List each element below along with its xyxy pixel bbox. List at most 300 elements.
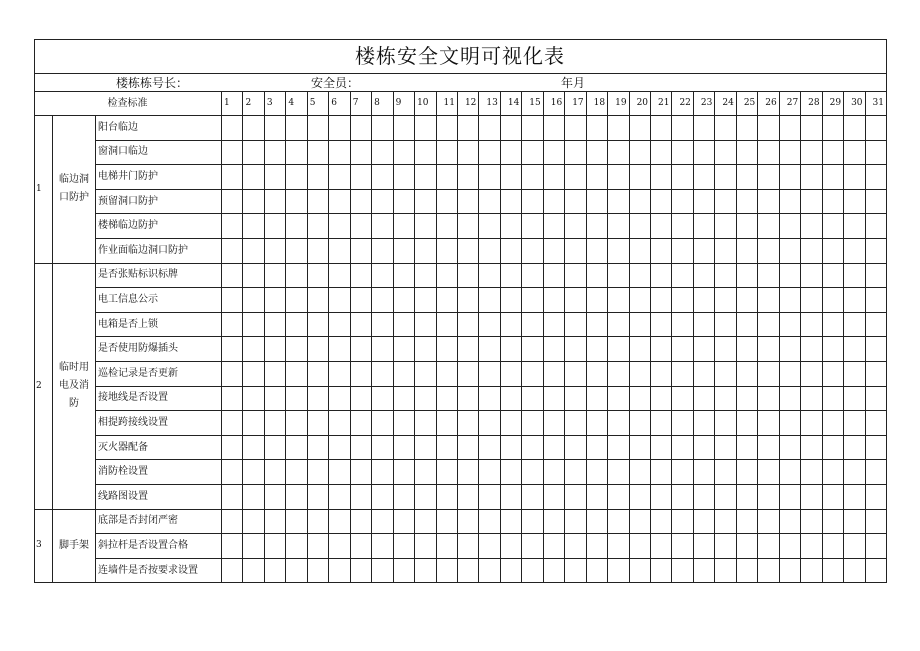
check-cell[interactable] [415,141,436,166]
check-cell[interactable] [866,214,887,239]
check-cell[interactable] [694,485,715,510]
check-cell[interactable] [630,362,651,387]
check-cell[interactable] [587,214,608,239]
check-cell[interactable] [372,337,393,362]
check-cell[interactable] [844,510,865,535]
check-cell[interactable] [565,460,586,485]
check-cell[interactable] [522,387,543,412]
check-cell[interactable] [329,214,350,239]
check-cell[interactable] [587,510,608,535]
check-cell[interactable] [351,559,372,584]
check-cell[interactable] [672,190,693,215]
check-cell[interactable] [437,436,458,461]
check-cell[interactable] [630,337,651,362]
check-cell[interactable] [715,436,736,461]
check-cell[interactable] [758,387,779,412]
check-cell[interactable] [265,214,286,239]
check-cell[interactable] [522,239,543,264]
check-cell[interactable] [222,436,243,461]
check-cell[interactable] [372,362,393,387]
check-cell[interactable] [694,264,715,289]
check-cell[interactable] [866,534,887,559]
check-cell[interactable] [565,559,586,584]
check-cell[interactable] [801,460,822,485]
check-cell[interactable] [329,239,350,264]
check-cell[interactable] [286,313,307,338]
check-cell[interactable] [737,214,758,239]
check-cell[interactable] [758,436,779,461]
check-cell[interactable] [866,411,887,436]
check-cell[interactable] [243,534,264,559]
check-cell[interactable] [222,190,243,215]
check-cell[interactable] [351,411,372,436]
check-cell[interactable] [415,264,436,289]
check-cell[interactable] [780,239,801,264]
check-cell[interactable] [823,313,844,338]
check-cell[interactable] [737,288,758,313]
check-cell[interactable] [565,288,586,313]
check-cell[interactable] [758,460,779,485]
check-cell[interactable] [351,387,372,412]
check-cell[interactable] [415,436,436,461]
check-cell[interactable] [651,141,672,166]
check-cell[interactable] [265,313,286,338]
check-cell[interactable] [587,534,608,559]
check-cell[interactable] [844,559,865,584]
check-cell[interactable] [630,485,651,510]
check-cell[interactable] [243,362,264,387]
check-cell[interactable] [479,337,500,362]
check-cell[interactable] [351,239,372,264]
check-cell[interactable] [694,411,715,436]
check-cell[interactable] [372,288,393,313]
check-cell[interactable] [522,116,543,141]
check-cell[interactable] [265,362,286,387]
check-cell[interactable] [651,387,672,412]
check-cell[interactable] [265,116,286,141]
check-cell[interactable] [415,534,436,559]
check-cell[interactable] [823,214,844,239]
check-cell[interactable] [265,559,286,584]
check-cell[interactable] [394,510,415,535]
check-cell[interactable] [351,264,372,289]
check-cell[interactable] [372,165,393,190]
check-cell[interactable] [415,337,436,362]
check-cell[interactable] [308,411,329,436]
check-cell[interactable] [458,460,479,485]
check-cell[interactable] [737,239,758,264]
check-cell[interactable] [587,387,608,412]
check-cell[interactable] [265,288,286,313]
check-cell[interactable] [758,411,779,436]
check-cell[interactable] [544,387,565,412]
check-cell[interactable] [243,387,264,412]
check-cell[interactable] [329,411,350,436]
check-cell[interactable] [522,288,543,313]
check-cell[interactable] [715,411,736,436]
check-cell[interactable] [823,436,844,461]
check-cell[interactable] [630,387,651,412]
check-cell[interactable] [544,485,565,510]
check-cell[interactable] [479,165,500,190]
check-cell[interactable] [351,288,372,313]
check-cell[interactable] [866,485,887,510]
check-cell[interactable] [544,288,565,313]
check-cell[interactable] [587,313,608,338]
check-cell[interactable] [565,510,586,535]
check-cell[interactable] [479,288,500,313]
check-cell[interactable] [479,411,500,436]
check-cell[interactable] [479,510,500,535]
check-cell[interactable] [587,436,608,461]
check-cell[interactable] [672,165,693,190]
check-cell[interactable] [737,436,758,461]
check-cell[interactable] [286,239,307,264]
check-cell[interactable] [308,313,329,338]
check-cell[interactable] [587,362,608,387]
check-cell[interactable] [715,165,736,190]
check-cell[interactable] [329,264,350,289]
check-cell[interactable] [501,264,522,289]
check-cell[interactable] [415,190,436,215]
check-cell[interactable] [501,510,522,535]
check-cell[interactable] [651,264,672,289]
check-cell[interactable] [651,288,672,313]
check-cell[interactable] [565,485,586,510]
check-cell[interactable] [329,362,350,387]
check-cell[interactable] [522,436,543,461]
check-cell[interactable] [222,534,243,559]
check-cell[interactable] [372,436,393,461]
check-cell[interactable] [437,460,458,485]
check-cell[interactable] [372,141,393,166]
check-cell[interactable] [780,510,801,535]
check-cell[interactable] [351,165,372,190]
check-cell[interactable] [608,387,629,412]
check-cell[interactable] [866,190,887,215]
check-cell[interactable] [565,239,586,264]
check-cell[interactable] [737,313,758,338]
check-cell[interactable] [479,559,500,584]
check-cell[interactable] [844,165,865,190]
check-cell[interactable] [823,116,844,141]
check-cell[interactable] [479,436,500,461]
check-cell[interactable] [522,411,543,436]
check-cell[interactable] [866,239,887,264]
check-cell[interactable] [243,116,264,141]
check-cell[interactable] [415,165,436,190]
check-cell[interactable] [758,239,779,264]
check-cell[interactable] [651,485,672,510]
check-cell[interactable] [565,313,586,338]
check-cell[interactable] [522,165,543,190]
check-cell[interactable] [844,313,865,338]
check-cell[interactable] [458,165,479,190]
check-cell[interactable] [608,214,629,239]
check-cell[interactable] [715,116,736,141]
check-cell[interactable] [458,337,479,362]
check-cell[interactable] [222,239,243,264]
check-cell[interactable] [737,337,758,362]
check-cell[interactable] [243,288,264,313]
check-cell[interactable] [715,387,736,412]
check-cell[interactable] [458,559,479,584]
check-cell[interactable] [823,141,844,166]
check-cell[interactable] [544,436,565,461]
check-cell[interactable] [265,190,286,215]
check-cell[interactable] [672,460,693,485]
check-cell[interactable] [394,485,415,510]
check-cell[interactable] [758,141,779,166]
check-cell[interactable] [437,190,458,215]
check-cell[interactable] [737,116,758,141]
check-cell[interactable] [587,485,608,510]
check-cell[interactable] [651,559,672,584]
check-cell[interactable] [501,534,522,559]
check-cell[interactable] [737,362,758,387]
check-cell[interactable] [780,264,801,289]
check-cell[interactable] [329,559,350,584]
check-cell[interactable] [265,436,286,461]
check-cell[interactable] [844,239,865,264]
check-cell[interactable] [780,165,801,190]
check-cell[interactable] [501,313,522,338]
check-cell[interactable] [372,313,393,338]
check-cell[interactable] [587,288,608,313]
check-cell[interactable] [651,165,672,190]
check-cell[interactable] [286,387,307,412]
check-cell[interactable] [286,337,307,362]
check-cell[interactable] [479,190,500,215]
check-cell[interactable] [737,559,758,584]
check-cell[interactable] [222,337,243,362]
check-cell[interactable] [243,559,264,584]
check-cell[interactable] [587,264,608,289]
check-cell[interactable] [608,559,629,584]
check-cell[interactable] [222,214,243,239]
check-cell[interactable] [651,534,672,559]
check-cell[interactable] [780,214,801,239]
check-cell[interactable] [522,141,543,166]
check-cell[interactable] [866,313,887,338]
check-cell[interactable] [587,116,608,141]
check-cell[interactable] [544,510,565,535]
check-cell[interactable] [694,337,715,362]
check-cell[interactable] [780,337,801,362]
check-cell[interactable] [844,460,865,485]
check-cell[interactable] [458,116,479,141]
check-cell[interactable] [372,264,393,289]
check-cell[interactable] [587,141,608,166]
check-cell[interactable] [437,214,458,239]
check-cell[interactable] [672,485,693,510]
check-cell[interactable] [672,362,693,387]
check-cell[interactable] [715,460,736,485]
check-cell[interactable] [844,362,865,387]
check-cell[interactable] [479,534,500,559]
check-cell[interactable] [844,337,865,362]
check-cell[interactable] [823,239,844,264]
check-cell[interactable] [758,337,779,362]
check-cell[interactable] [286,214,307,239]
check-cell[interactable] [694,460,715,485]
check-cell[interactable] [672,510,693,535]
check-cell[interactable] [823,559,844,584]
check-cell[interactable] [844,485,865,510]
check-cell[interactable] [737,534,758,559]
check-cell[interactable] [329,387,350,412]
check-cell[interactable] [565,141,586,166]
check-cell[interactable] [458,436,479,461]
check-cell[interactable] [630,411,651,436]
check-cell[interactable] [608,534,629,559]
check-cell[interactable] [458,190,479,215]
check-cell[interactable] [286,288,307,313]
check-cell[interactable] [801,116,822,141]
check-cell[interactable] [286,436,307,461]
check-cell[interactable] [308,239,329,264]
check-cell[interactable] [458,387,479,412]
check-cell[interactable] [394,141,415,166]
check-cell[interactable] [415,411,436,436]
check-cell[interactable] [222,116,243,141]
check-cell[interactable] [458,411,479,436]
check-cell[interactable] [715,214,736,239]
check-cell[interactable] [801,214,822,239]
check-cell[interactable] [479,141,500,166]
check-cell[interactable] [587,411,608,436]
check-cell[interactable] [544,411,565,436]
check-cell[interactable] [415,214,436,239]
check-cell[interactable] [737,510,758,535]
check-cell[interactable] [265,337,286,362]
check-cell[interactable] [758,559,779,584]
check-cell[interactable] [437,288,458,313]
check-cell[interactable] [630,165,651,190]
check-cell[interactable] [844,288,865,313]
check-cell[interactable] [372,411,393,436]
check-cell[interactable] [565,387,586,412]
check-cell[interactable] [437,165,458,190]
check-cell[interactable] [544,239,565,264]
check-cell[interactable] [458,288,479,313]
check-cell[interactable] [694,534,715,559]
check-cell[interactable] [286,116,307,141]
check-cell[interactable] [801,190,822,215]
check-cell[interactable] [351,534,372,559]
check-cell[interactable] [372,510,393,535]
check-cell[interactable] [222,288,243,313]
check-cell[interactable] [501,387,522,412]
check-cell[interactable] [372,559,393,584]
check-cell[interactable] [222,264,243,289]
check-cell[interactable] [243,141,264,166]
check-cell[interactable] [372,239,393,264]
check-cell[interactable] [222,411,243,436]
check-cell[interactable] [394,190,415,215]
check-cell[interactable] [479,362,500,387]
check-cell[interactable] [308,436,329,461]
check-cell[interactable] [222,559,243,584]
check-cell[interactable] [823,510,844,535]
check-cell[interactable] [501,190,522,215]
check-cell[interactable] [329,460,350,485]
check-cell[interactable] [844,141,865,166]
check-cell[interactable] [866,337,887,362]
check-cell[interactable] [801,411,822,436]
check-cell[interactable] [394,436,415,461]
check-cell[interactable] [780,313,801,338]
check-cell[interactable] [415,239,436,264]
check-cell[interactable] [522,559,543,584]
check-cell[interactable] [329,190,350,215]
check-cell[interactable] [780,141,801,166]
check-cell[interactable] [308,362,329,387]
check-cell[interactable] [758,534,779,559]
check-cell[interactable] [329,288,350,313]
check-cell[interactable] [501,460,522,485]
check-cell[interactable] [565,264,586,289]
check-cell[interactable] [630,436,651,461]
check-cell[interactable] [522,264,543,289]
check-cell[interactable] [780,190,801,215]
check-cell[interactable] [458,313,479,338]
check-cell[interactable] [265,165,286,190]
check-cell[interactable] [630,534,651,559]
check-cell[interactable] [329,510,350,535]
check-cell[interactable] [522,534,543,559]
check-cell[interactable] [351,214,372,239]
check-cell[interactable] [630,288,651,313]
check-cell[interactable] [415,485,436,510]
check-cell[interactable] [672,264,693,289]
check-cell[interactable] [565,165,586,190]
check-cell[interactable] [715,559,736,584]
check-cell[interactable] [801,165,822,190]
check-cell[interactable] [522,214,543,239]
check-cell[interactable] [437,116,458,141]
check-cell[interactable] [780,485,801,510]
check-cell[interactable] [437,313,458,338]
check-cell[interactable] [308,190,329,215]
check-cell[interactable] [780,436,801,461]
check-cell[interactable] [458,214,479,239]
check-cell[interactable] [844,214,865,239]
check-cell[interactable] [329,485,350,510]
check-cell[interactable] [243,214,264,239]
check-cell[interactable] [758,313,779,338]
check-cell[interactable] [265,411,286,436]
check-cell[interactable] [394,362,415,387]
check-cell[interactable] [437,239,458,264]
check-cell[interactable] [672,559,693,584]
check-cell[interactable] [351,337,372,362]
check-cell[interactable] [351,141,372,166]
check-cell[interactable] [522,337,543,362]
check-cell[interactable] [672,411,693,436]
check-cell[interactable] [758,485,779,510]
check-cell[interactable] [801,559,822,584]
check-cell[interactable] [286,190,307,215]
check-cell[interactable] [608,288,629,313]
check-cell[interactable] [758,510,779,535]
check-cell[interactable] [737,411,758,436]
check-cell[interactable] [222,362,243,387]
check-cell[interactable] [265,239,286,264]
check-cell[interactable] [286,485,307,510]
check-cell[interactable] [844,534,865,559]
check-cell[interactable] [608,510,629,535]
